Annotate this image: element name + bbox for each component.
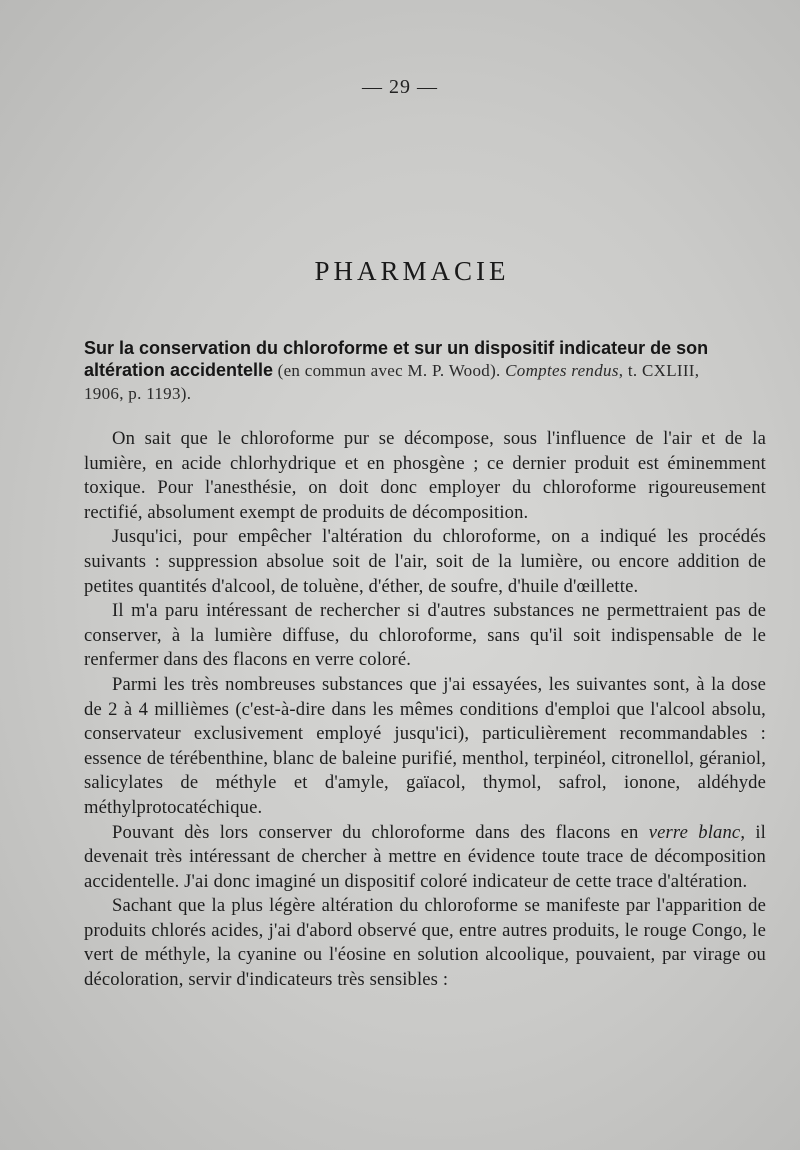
paragraph-5-end: , il devenait très intéressant de chercher à mettre en évidence toute trace de décomposition accidentelle. J'ai donc imaginé un dispositif coloré indicateur de cette trace d'altération. <box>84 821 766 892</box>
page-number: — 29 — <box>362 76 438 98</box>
article-citation-authors: (en commun avec M. P. Wood). <box>273 361 506 380</box>
paragraph-2: Jusqu'ici, pour empêcher l'altération du chloroforme, on a indiqué les procédés suivants : suppression absolue soit de l'air, soit de la lumière, ou encore addition de petites quantités d'alcool, de toluène, d'éther, de soufre, d'huile d'œillette. <box>84 526 766 597</box>
paragraph-3: Il m'a paru intéressant de rechercher si d'autres substances ne permettraient pas de conserver, à la lumière diffuse, du chloroforme, sans qu'il soit indispensable de le renfermer dans des flacons en verre coloré. <box>84 600 766 671</box>
paragraph-1: On sait que le chloroforme pur se décompose, sous l'influence de l'air et de la lumière, en acide chlorhydrique et en phosgène ; ce dernier produit est éminemment toxique. Pour l'anesthésie, on doit donc employer du chloroforme rigoureusement rectifié, absolument exempt de produits de décomposition. <box>84 428 766 523</box>
article-heading <box>84 337 740 405</box>
section-title: PHARMACIE <box>314 256 510 286</box>
paragraph-6: Sachant que la plus légère altération du chloroforme se manifeste par l'apparition de produits chlorés acides, j'ai d'abord observé que, entre autres produits, le rouge Congo, le vert de méthyle, la cyanine ou l'éosine en solution alcoolique, pouvaient, par virage ou décoloration, servir d'indicateurs très sensibles : <box>84 895 766 991</box>
article-title: Sur la conservation du chloroforme et sur un dispositif indicateur de son altération accidentelle <box>84 338 709 380</box>
paragraph-5 <box>84 821 766 895</box>
paragraph-5-start: Pouvant dès lors conserver du chloroforme dans des flacons en <box>112 821 649 843</box>
article-citation-reference: , t. CXLIII, 1906, p. 1193). <box>84 361 700 403</box>
paragraph-4: Parmi les très nombreuses substances que j'ai essayées, les suivantes sont, à la dose de 2 à 4 millièmes (c'est-à-dire dans les mêmes conditions d'emploi que l'alcool absolu, conservateur exclusivement employé jusqu'ici), particulièrement recommandables : essence de térébenthine, blanc de baleine purifié, menthol, terpinéol, citronellol, géraniol, salicylates de méthyle et d'amyle, gaïacol, thymol, safrol, ionone, aldéhyde méthylprotocatéchique. <box>84 673 766 818</box>
article-body <box>84 427 766 993</box>
paragraph-5-italic: verre blanc <box>648 821 741 843</box>
article-citation-journal: Comptes rendus <box>505 361 619 380</box>
